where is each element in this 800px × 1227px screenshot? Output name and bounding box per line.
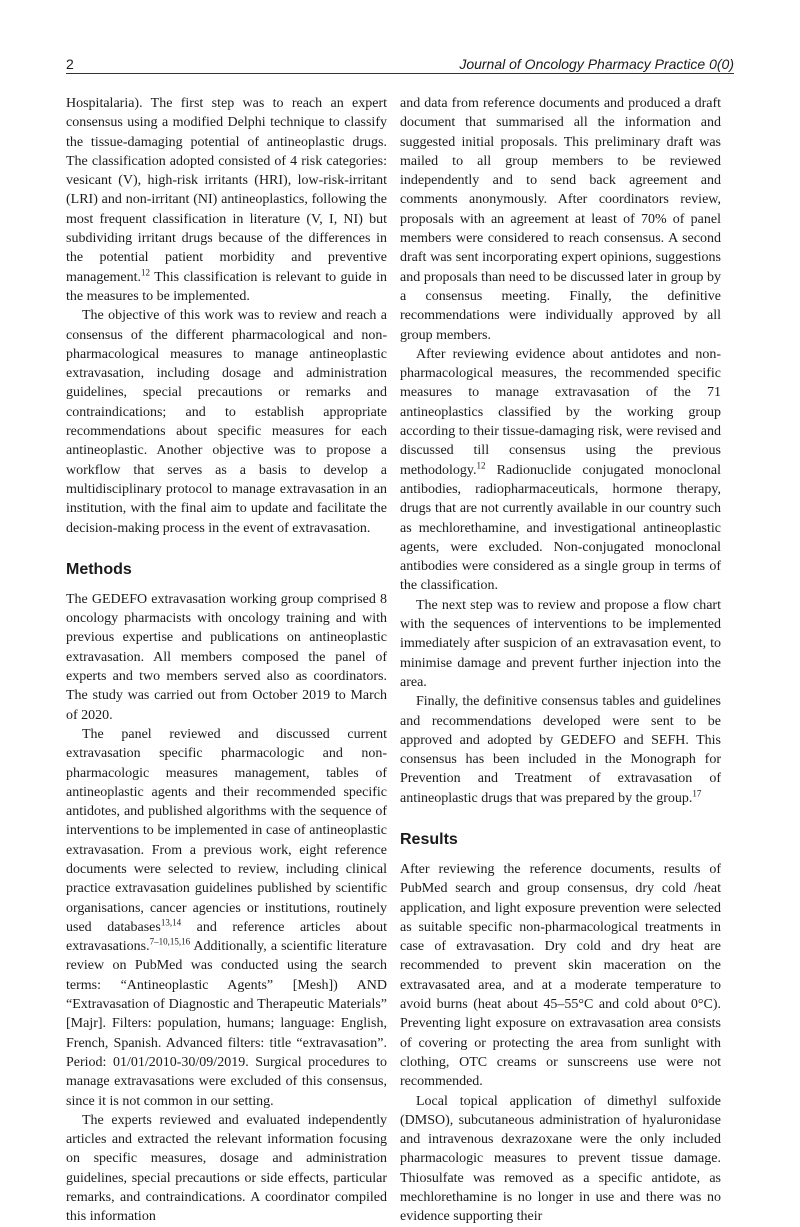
paragraph: [400, 692, 721, 808]
paragraph: [400, 345, 721, 596]
right-column: [400, 94, 721, 1227]
section-heading-results: Results: [400, 830, 458, 848]
journal-title: Journal of Oncology Pharmacy Practice 0(0): [459, 56, 734, 72]
text: After reviewing evidence about antidotes and non-pharmacological measures, the recommended specific measures to manage extravasation of the 71 antineoplastics classified by the working group according to their tissue-damaging risk, were revised and discussed till consensus using the previous methodology.: [400, 346, 721, 478]
paragraph: and data from reference documents and produced a draft document that summarised all the information and suggested initial proposals. This preliminary draft was mailed to all group members to be reviewed independently and to send back agreement and comments anonymously. After coordinators review, proposals with an agreement at least of 70% of panel members were considered to reach consensus. A second draft was sent incorporating expert opinions, suggestions and proposals than need to be discussed later in group by a consensus meeting. Finally, the definitive recommendations were individually approved by all group members.: [400, 96, 721, 343]
text: Finally, the definitive consensus tables and guidelines and recommendations developed were sent to be approved and adopted by GEDEFO and SEFH. This consensus has been included in the Monograph for Prevention and Treatment of extravasation of antineoplastic drugs that was prepared by the group.: [400, 694, 721, 806]
citation: 12: [476, 459, 486, 470]
paragraph: After reviewing the reference documents, results of PubMed search and group consensus, dry cold /heat application, and light exposure prevention were selected as suitable specific non-pharmacological treatments in case of extravasation. Dry cold and dry heat are recommended to prevent skin maceration on the extravasated area, and at a moderate temperature to avoid burns (heat about 45–55°C and cold about 0°C). Preventing light exposure on extravasation area consists of covering or protecting the area from sunlight with clothing, OTC creams or sunscreens use were not recommended.: [400, 861, 721, 1090]
text: Radionuclide conjugated monoclonal antibodies, radiopharmaceuticals, hormone therapy, drugs that are not currently available in our country such as mechlorethamine, and investigational antineoplastic agents, were excluded. Non-conjugated monoclonal antibodies were considered as a single group in terms of the classification.: [400, 462, 721, 594]
citation: 7–10,15,16: [149, 936, 191, 947]
page-number: 2: [66, 56, 74, 72]
text: The panel reviewed and discussed current extravasation specific pharmacologic and non-pharmacologic measures management, tables of antineoplastic agents and their recommended specific antidotes, and published algorithms with the sequence of interventions to be implemented in case of antineoplastic extravasation. From a previous work, eight reference documents were selected to review, including clinical practice extravasation guidelines published by scientific organisations, cancer agencies or institutions, routinely used databases: [66, 726, 387, 935]
text: Additionally, a scientific literature review on PubMed was conducted using the search terms: “Antineoplastic Agents” [Mesh]) AND “Extravasation of Diagnostic and Therapeutic Materials” [Majr]. Filters: population, humans; language: English, French, Spanish. Advanced filters: title “extravasation”. Period: 01/01/2010-30/09/2019. Surgical procedures to manage extravasations were excluded of this consensus, since it is not common in our setting.: [66, 939, 387, 1109]
section-heading-methods: Methods: [66, 560, 132, 578]
left-column: [66, 94, 387, 1227]
paragraph: The experts reviewed and evaluated independently articles and extracted the relevant information focusing on specific measures, dosage and administration guidelines, special precautions or side effects, particular remarks, and contraindications. A coordinator compiled this information: [66, 1112, 387, 1225]
paragraph: The objective of this work was to review and reach a consensus of the different pharmacological and non-pharmacological measures to manage antineoplastic extravasation, including dosage and administration guidelines, special precautions or remarks and contraindications; and to establish appropriate recommendations about specific measures for each antineoplastic. Another objective was to propose a workflow that serves as a basis to develop a multidisciplinary protocol to manage extravasation in an institution, with the final aim to update and facilitate the decision-making process in the event of extravasation.: [66, 308, 387, 536]
text: Hospitalaria). The first step was to reach an expert consensus using a modified Delphi technique to classify the tissue-damaging potential of antineoplastic drugs. The classification adopted consisted of 4 risk categories: vesicant (V), high-risk irritants (HRI), low-risk-irritant (LRI) and non-irritant (NI) antineoplastics, following the most frequent classification in literature (V, I, NI) but subdividing irritant drugs because of the differences in the potential patient morbidity and preventive management.: [66, 96, 387, 285]
text: and reference articles about extravasations.: [66, 919, 388, 955]
citation: 12: [141, 267, 151, 278]
paragraph: The next step was to review and propose a flow chart with the sequences of interventions to be implemented immediately after suspicion of an extravasation event, to minimise damage and prevent further injection into the area.: [400, 597, 721, 690]
text: This classification is relevant to guide in the measures to be implemented.: [66, 269, 387, 304]
citation: 17: [692, 788, 702, 799]
citation: 13,14: [160, 917, 182, 928]
running-header: [66, 50, 734, 72]
header-rule: [66, 73, 734, 74]
paragraph: [66, 725, 387, 1111]
paragraph: Local topical application of dimethyl sulfoxide (DMSO), subcutaneous administration of hyaluronidase and intravenous dexrazoxane were the only included pharmacologic measures to prevent tissue damage. Thiosulfate was removed as a specific antidote, as mechlorethamine is no longer in use and there was no evidence supporting their: [400, 1093, 721, 1225]
paragraph: The GEDEFO extravasation working group comprised 8 oncology pharmacists with oncology training and with previous expertise and publications on antineoplastic extravasation. All members composed the panel of experts and two members served also as coordinators. The study was carried out from October 2019 to March of 2020.: [66, 591, 387, 723]
paragraph: [66, 94, 387, 306]
